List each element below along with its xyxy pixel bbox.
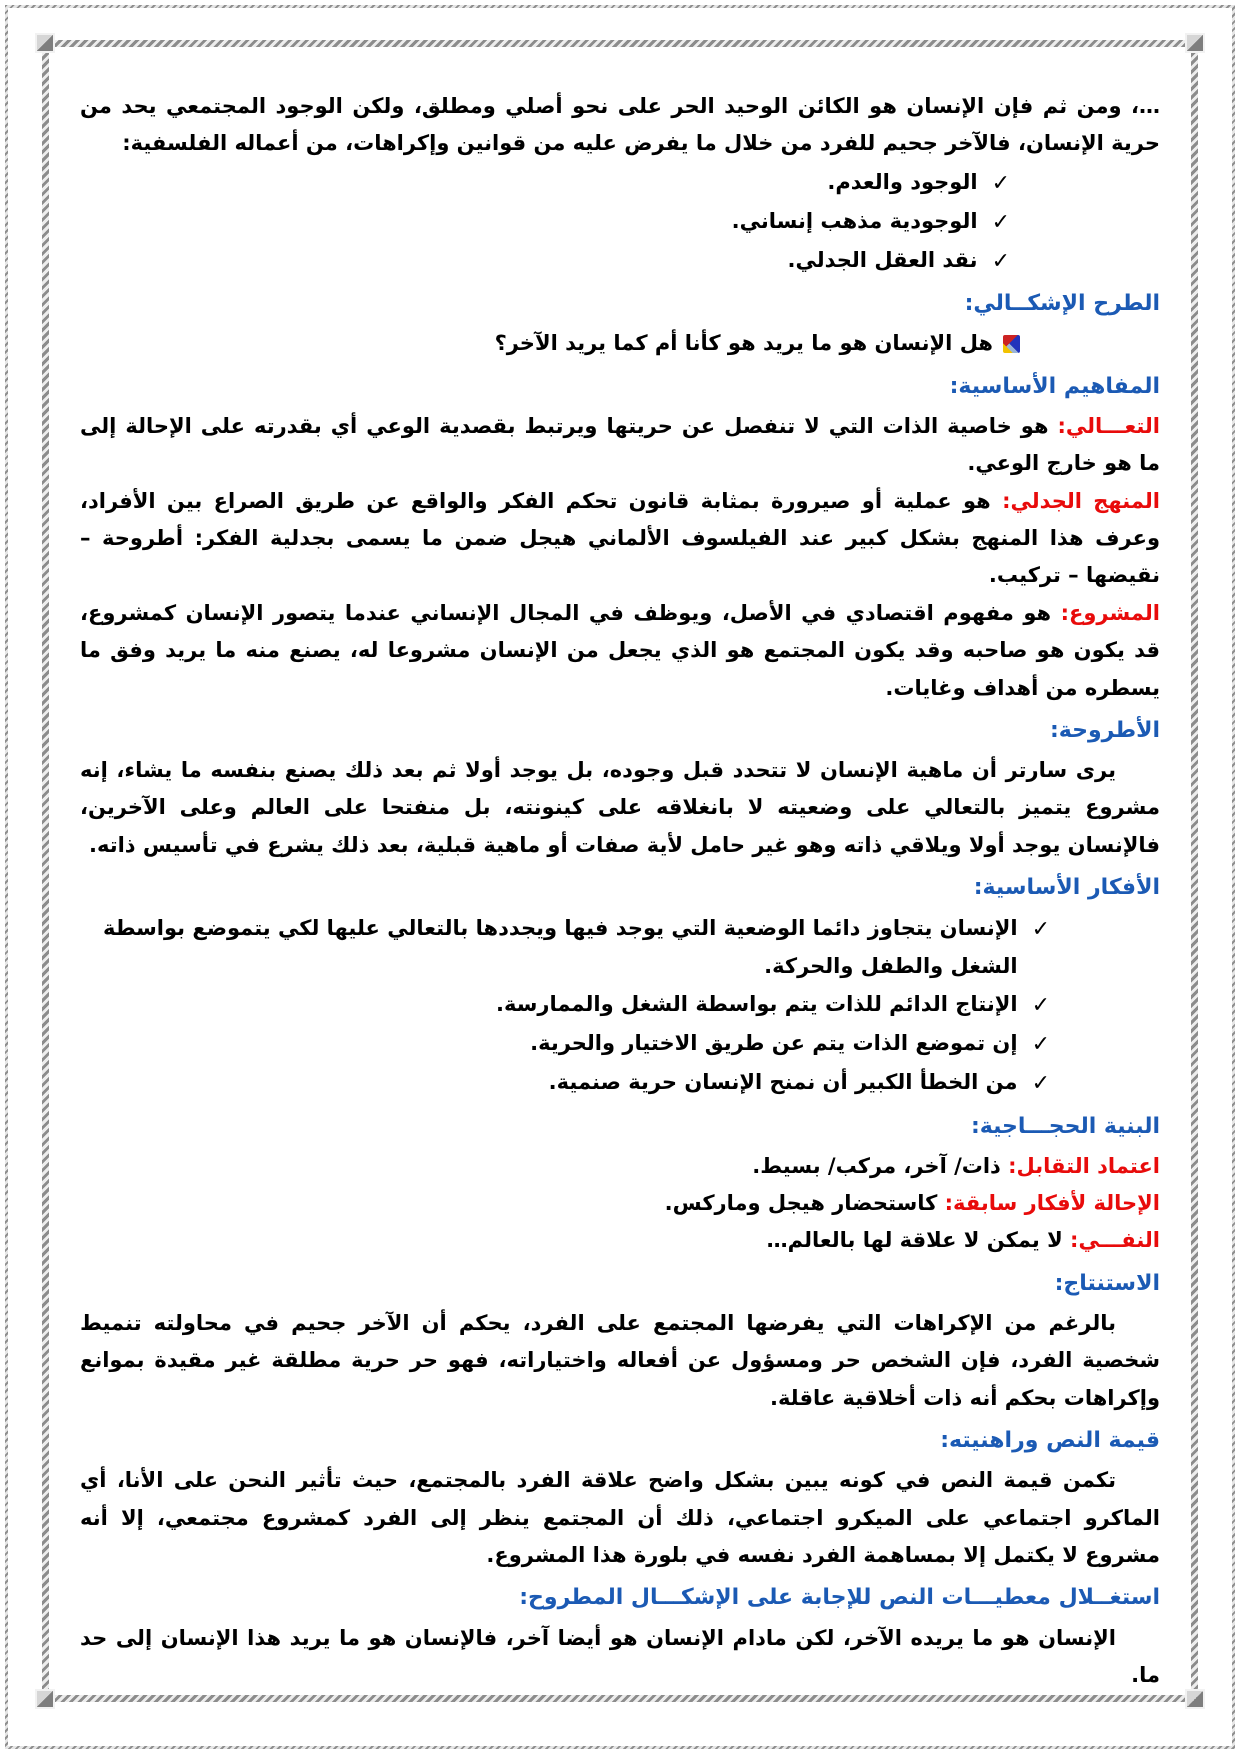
concept-definition: هو خاصية الذات التي لا تنفصل عن حريتها ويرتبط بقصدية الوعي أي بقدرته على الإحالة إلى ما هو خارج الوعي. xyxy=(80,413,1160,476)
list-item-text: الوجودية مذهب إنساني. xyxy=(731,208,978,233)
checkmark-icon: ✓ xyxy=(991,170,1010,196)
concept-definition: هو عملية أو صيرورة بمثابة قانون تحكم الفكر والواقع عن طريق الصراع بين الأفراد، وعرف هذا المنهج بشكل كبير عند الفيلسوف الألماني هيجل ضمن ما يسمى بجدلية الفكر: أطروحة – نقيضها – تركيب. xyxy=(80,488,1160,588)
concept-term: التعـــالي: xyxy=(1057,413,1160,438)
list-item-text: من الخطأ الكبير أن نمنح الإنسان حرية صنمية. xyxy=(548,1070,1018,1095)
list-item-text: الإنسان يتجاوز دائما الوضعية التي يوجد فيها ويجددها بالتعالي عليها لكي يتموضع بواسطة الشغل والطفل والحركة. xyxy=(102,916,1018,978)
thesis-paragraph: يرى سارتر أن ماهية الإنسان لا تتحدد قبل وجوده، بل يوجد أولا ثم بعد ذلك يصنع بنفسه ما يشاء، إنه مشروع يتميز بالتعالي على وضعيته لا بانغلاقه على كينونته، بل منفتحا على العالم وعلى الآخرين، فالإنسان يوجد أولا ويلاقي ذاته وهو غير حامل لأية صفات أو ماهية قبلية، بعد ذلك يشرع في تأسيس ذاته. xyxy=(80,758,1160,857)
definition-paragraph xyxy=(80,1185,1160,1222)
heading-argumentative-structure: البنية الحجـــاجية: xyxy=(970,1113,1160,1139)
definition-paragraph xyxy=(80,595,1160,707)
structure-term: اعتماد التقابل: xyxy=(1008,1153,1160,1178)
structure-definitions xyxy=(80,1148,1160,1260)
list-item xyxy=(80,1063,1160,1102)
intro-paragraph: …، ومن ثم فإن الإنسان هو الكائن الوحيد الحر على نحو أصلي ومطلق، ولكن الوجود المجتمعي يحد من حرية الإنسان، فالآخر جحيم للفرد من خلال ما يفرض عليه من قوانين وإكراهات، من أعماله الفلسفية: xyxy=(80,94,1160,156)
problem-question-line xyxy=(80,325,1160,362)
concept-term: المنهج الجدلي: xyxy=(1002,488,1161,513)
list-item-text: إن تموضع الذات يتم عن طريق الاختيار والحرية. xyxy=(530,1031,1018,1056)
philosophical-works-list xyxy=(80,163,1160,280)
heading-main-ideas: الأفكار الأساسية: xyxy=(973,875,1160,901)
list-item-text: الإنتاج الدائم للذات يتم بواسطة الشغل والممارسة. xyxy=(496,992,1018,1017)
list-item xyxy=(80,1024,1160,1063)
list-item xyxy=(80,163,1160,202)
list-item xyxy=(80,202,1160,241)
border-corner-ornament xyxy=(1185,33,1205,53)
heading-thesis: الأطروحة: xyxy=(1050,717,1160,743)
definition-paragraph xyxy=(80,1222,1160,1259)
concept-definition: هو مفهوم اقتصادي في الأصل، ويوظف في المجال الإنساني عندما يتصور الإنسان كمشروع، قد يكون هو صاحبه وقد يكون المجتمع هو الذي يجعل من الإنسان مشروعا له، يصنع منه ما يريد وفق ما يسطره من أهداف وغايات. xyxy=(80,600,1160,700)
checkmark-icon: ✓ xyxy=(1031,1071,1050,1097)
structure-term: النفـــي: xyxy=(1070,1228,1160,1253)
heading-conclusion: الاستنتاج: xyxy=(1054,1270,1160,1296)
structure-definition: ذات/ آخر، مركب/ بسيط. xyxy=(752,1153,1001,1178)
checkmark-icon: ✓ xyxy=(1031,917,1050,943)
heading-exploitation: استغــلال معطيـــات النص للإجابة على الإشكـــال المطروح: xyxy=(519,1585,1160,1611)
document-content xyxy=(80,88,1160,1694)
problem-question-text: هل الإنسان هو ما يريد هو كأنا أم كما يريد الآخر؟ xyxy=(494,331,993,356)
heading-problem: الطرح الإشكــالي: xyxy=(964,291,1160,317)
heading-concepts: المفاهيم الأساسية: xyxy=(949,373,1160,399)
definition-paragraph xyxy=(80,1148,1160,1185)
definition-paragraph xyxy=(80,408,1160,483)
border-corner-ornament xyxy=(35,1689,55,1709)
list-item-text: نقد العقل الجدلي. xyxy=(787,248,978,273)
concepts-definitions xyxy=(80,408,1160,707)
checkmark-icon: ✓ xyxy=(991,209,1010,235)
structure-term: الإحالة لأفكار سابقة: xyxy=(944,1191,1160,1216)
border-corner-ornament xyxy=(35,33,55,53)
value-paragraph: تكمن قيمة النص في كونه يبين بشكل واضح علاقة الفرد بالمجتمع، حيث تأثير النحن على الأنا، أي الماكرو اجتماعي على الميكرو اجتماعي، ذلك أن المجتمع ينظر إلى الفرد كمشروع مجتمعي، إلا أنه مشروع لا يكتمل إلا بمساهمة الفرد نفسه في بلورة هذا المشروع. xyxy=(80,1468,1160,1568)
exploitation-paragraph: الإنسان هو ما يريده الآخر، لكن مادام الإنسان هو أيضا آخر، فالإنسان هو ما يريد هذا الإنسان إلى حد ما. xyxy=(80,1625,1160,1687)
definition-paragraph xyxy=(80,483,1160,595)
structure-definition: كاستحضار هيجل وماركس. xyxy=(664,1191,938,1216)
main-ideas-list xyxy=(80,909,1160,1102)
checkmark-icon: ✓ xyxy=(991,249,1010,275)
checkmark-icon: ✓ xyxy=(1031,993,1050,1019)
paragraph-marker-icon xyxy=(1003,335,1020,353)
list-item xyxy=(80,909,1160,985)
conclusion-paragraph: بالرغم من الإكراهات التي يفرضها المجتمع على الفرد، يحكم أن الآخر جحيم في محاولته تنميط شخصية الفرد، فإن الشخص حر ومسؤول عن أفعاله واختياراته، فهو حر حرية مطلقة غير مقيدة بموانع وإكراهات بحكم أنه ذات أخلاقية عاقلة. xyxy=(80,1311,1160,1410)
checkmark-icon: ✓ xyxy=(1031,1032,1050,1058)
list-item xyxy=(80,241,1160,280)
heading-text-value: قيمة النص وراهنيته: xyxy=(940,1428,1160,1454)
list-item xyxy=(80,985,1160,1024)
structure-definition: لا يمكن لا علاقة لها بالعالم… xyxy=(766,1228,1063,1253)
border-corner-ornament xyxy=(1185,1689,1205,1709)
concept-term: المشروع: xyxy=(1060,600,1161,625)
list-item-text: الوجود والعدم. xyxy=(827,169,978,194)
